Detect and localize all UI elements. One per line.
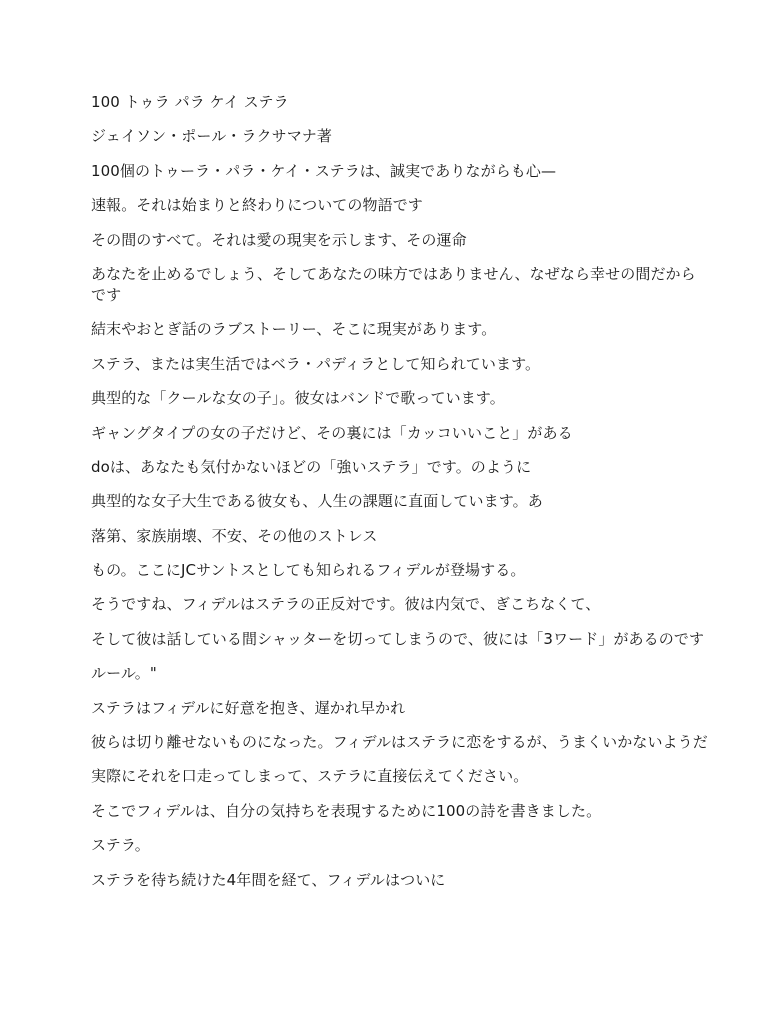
paragraph: 速報。それは始まりと終わりについての物語です [91, 196, 423, 215]
paragraph: その間のすべて。それは愛の現実を示します、その運命 [91, 230, 467, 249]
paragraph: 実際にそれを口走ってしまって、ステラに直接伝えてください。 [91, 767, 529, 786]
paragraph: ギャングタイプの女の子だけど、その裏には「カッコいいこと」がある [91, 423, 573, 442]
paragraph-title: 100 トゥラ パラ ケイ ステラ [91, 93, 289, 111]
paragraph: あなたを止めるでしょう、そしてあなたの味方ではありません、なぜなら幸せの間だからです [91, 264, 696, 304]
paragraph: ルール。" [91, 664, 157, 683]
paragraph: 100個のトゥーラ・パラ・ケイ・ステラは、誠実でありながらも心— [91, 161, 557, 180]
paragraph: ステラ、または実生活ではベラ・パディラとして知られています。 [91, 354, 541, 373]
paragraph-author: ジェイソン・ポール・ラクサマナ著 [91, 127, 333, 146]
paragraph: 結末やおとぎ話のラブストーリー、そこに現実があります。 [91, 320, 497, 339]
paragraph: doは、あなたも気付かないほどの「強いステラ」です。のように [91, 457, 532, 476]
paragraph: ステラ。 [91, 836, 150, 855]
paragraph: 典型的な女子大生である彼女も、人生の課題に直面しています。あ [91, 492, 543, 511]
paragraph: 落第、家族崩壊、不安、その他のストレス [91, 526, 378, 545]
paragraph: 典型的な「クールな女の子」。彼女はバンドで歌っています。 [91, 389, 505, 408]
paragraph: もの。ここにJCサントスとしても知られるフィデルが登場する。 [91, 561, 526, 580]
paragraph: ステラはフィデルに好意を抱き、遅かれ早かれ [91, 698, 406, 717]
paragraph: そして彼は話している間シャッターを切ってしまうので、彼には「3ワード」があるのです [91, 629, 705, 648]
paragraph: 彼らは切り離せないものになった。フィデルはステラに恋をするが、うまくいかないようだ [91, 733, 708, 752]
paragraph: そうですね、フィデルはステラの正反対です。彼は内気で、ぎこちなくて、 [91, 595, 601, 614]
paragraph: ステラを待ち続けた4年間を経て、フィデルはついに [91, 870, 446, 889]
paragraph: そこでフィデルは、自分の気持ちを表現するために100の詩を書きました。 [91, 801, 602, 820]
